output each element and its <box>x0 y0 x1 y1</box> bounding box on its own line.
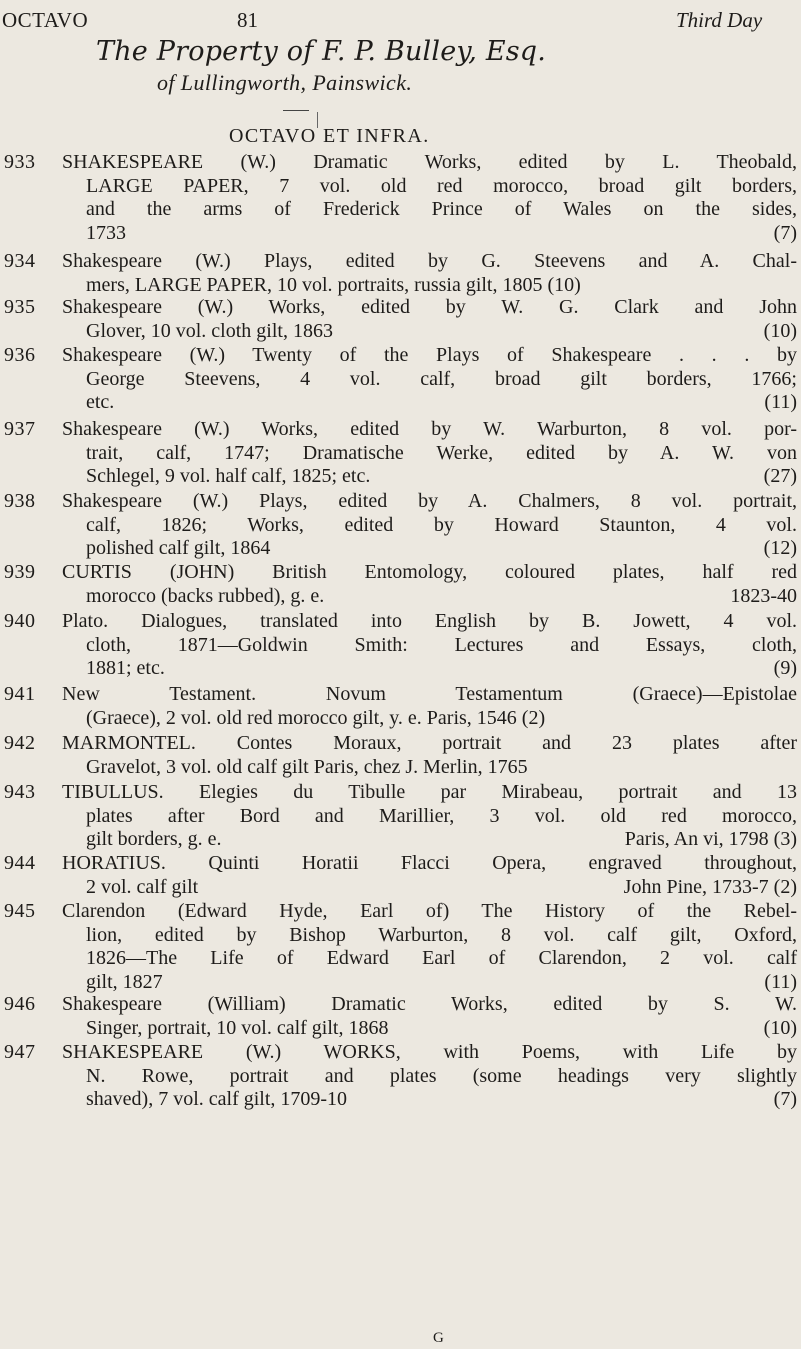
lot-line <box>62 852 797 876</box>
lot-line <box>62 320 797 344</box>
lot-line <box>62 1041 797 1065</box>
lot-line <box>62 344 797 368</box>
lot-line-text: Plato. Dialogues, translated into English by B. Jowett, 4 vol. <box>62 610 797 632</box>
lot-line-text: TIBULLUS. Elegies du Tibulle par Mirabeau, portrait and 13 <box>62 781 797 803</box>
lot-description <box>62 490 797 561</box>
running-head <box>0 8 801 38</box>
lot-line <box>62 250 797 274</box>
lot-number: 943 <box>4 781 36 803</box>
lot-line-text: calf, 1826; Works, edited by Howard Staunton, 4 vol. <box>86 513 797 536</box>
lot-number: 933 <box>4 151 36 173</box>
lot-line <box>62 1065 797 1089</box>
lot-line <box>62 465 797 489</box>
lot-number: 935 <box>4 296 36 318</box>
lot-number: 945 <box>4 900 36 922</box>
lot-line-text: trait, calf, 1747; Dramatische Werke, edited by A. W. von <box>86 441 797 464</box>
lot-line-text: LARGE PAPER, 7 vol. old red morocco, broad gilt borders, <box>86 174 797 197</box>
lot-line-text: MARMONTEL. Contes Moraux, portrait and 23 plates after <box>62 732 797 754</box>
lot-line-text: gilt, 1827 <box>86 970 163 993</box>
lot-line <box>62 368 797 392</box>
lot-line <box>62 514 797 538</box>
lot-price: (10) <box>763 1016 797 1039</box>
lot-line <box>62 900 797 924</box>
lot-line <box>62 151 797 175</box>
lot-description <box>62 296 797 343</box>
lot-line-text: Singer, portrait, 10 vol. calf gilt, 1868 <box>86 1016 389 1039</box>
lot-line-text: SHAKESPEARE (W.) WORKS, with Poems, with Life by <box>62 1041 797 1063</box>
owner-heading: The Property of F. P. Bulley, Esq. <box>96 36 547 67</box>
lot-number: 938 <box>4 490 36 512</box>
lot-number: 937 <box>4 418 36 440</box>
lot-line-text: N. Rowe, portrait and plates (some headings very slightly <box>86 1064 797 1087</box>
lot-line-text: Schlegel, 9 vol. half calf, 1825; etc. <box>86 465 371 487</box>
lot-line-text: and the arms of Frederick Prince of Wales on the sides, <box>86 198 797 220</box>
lot-description <box>62 732 797 779</box>
lot-line <box>62 490 797 514</box>
lot-description <box>62 1041 797 1112</box>
lot-line <box>62 585 797 609</box>
running-head-format: OCTAVO <box>2 8 89 32</box>
lot-line <box>62 296 797 320</box>
lot-description <box>62 250 797 297</box>
lot-price: (11) <box>764 970 797 993</box>
lot-price: (10) <box>763 319 797 342</box>
lot-description <box>62 344 797 415</box>
lot-line-text: CURTIS (JOHN) British Entomology, coloured plates, half red <box>62 561 797 583</box>
lot-line-text: Shakespeare (W.) Works, edited by W. Warburton, 8 vol. por- <box>62 418 797 440</box>
lot-line <box>62 391 797 415</box>
lot-line <box>62 828 797 852</box>
lot-line-text: gilt borders, g. e. <box>86 828 222 850</box>
lot-line-text: Shakespeare (William) Dramatic Works, edited by S. W. <box>62 993 797 1015</box>
lot-number: 939 <box>4 561 36 583</box>
lot-price: (27) <box>763 465 797 487</box>
lot-number: 944 <box>4 852 36 874</box>
lot-line-text: 1826—The Life of Edward Earl of Clarendon, 2 vol. calf <box>86 947 797 969</box>
lot-number: 947 <box>4 1041 36 1063</box>
lot-line <box>62 418 797 442</box>
lot-line <box>62 971 797 995</box>
lot-description <box>62 151 797 245</box>
lot-line <box>62 1017 797 1041</box>
lot-description <box>62 781 797 852</box>
lot-number: 946 <box>4 993 36 1015</box>
lot-price: (7) <box>773 221 797 244</box>
lot-price: (12) <box>763 537 797 559</box>
lot-line-text: Shakespeare (W.) Plays, edited by G. Steevens and A. Chal- <box>62 250 797 272</box>
lot-line <box>62 924 797 948</box>
running-head-day: Third Day <box>676 8 763 32</box>
lot-line <box>62 1088 797 1112</box>
lot-line-text: 2 vol. calf gilt <box>86 875 199 898</box>
page-number: 81 <box>237 8 258 32</box>
lot-line <box>62 781 797 805</box>
lot-line-text: 1881; etc. <box>86 657 165 679</box>
lot-line <box>62 732 797 756</box>
lot-number: 940 <box>4 610 36 632</box>
lot-description <box>62 610 797 681</box>
lot-line <box>62 561 797 585</box>
lot-number: 941 <box>4 683 36 705</box>
lot-line-text: Shakespeare (W.) Works, edited by W. G. Clark and John <box>62 296 797 318</box>
lot-description <box>62 561 797 608</box>
lot-line <box>62 657 797 681</box>
lot-price: 1823-40 <box>730 584 797 607</box>
lot-price: Paris, An vi, 1798 (3) <box>624 828 797 850</box>
lot-line <box>62 707 797 731</box>
lot-line-text: Shakespeare (W.) Twenty of the Plays of Shakespeare . . . by <box>62 344 797 366</box>
lot-line-text: New Testament. Novum Testamentum (Graece)—Epistolae <box>62 683 797 705</box>
lot-description <box>62 418 797 489</box>
lot-line <box>62 274 797 298</box>
lot-line-text: mers, LARGE PAPER, 10 vol. portraits, russia gilt, 1805 (10) <box>86 273 581 296</box>
lot-description <box>62 900 797 994</box>
lot-line <box>62 634 797 658</box>
lot-line <box>62 756 797 780</box>
lot-line-text: etc. <box>86 391 115 413</box>
lot-description <box>62 852 797 899</box>
lot-line <box>62 537 797 561</box>
lot-number: 942 <box>4 732 36 754</box>
lot-line-text: polished calf gilt, 1864 <box>86 537 271 559</box>
lot-line <box>62 993 797 1017</box>
lot-line <box>62 175 797 199</box>
lot-line <box>62 610 797 634</box>
lot-line-text: lion, edited by Bishop Warburton, 8 vol. calf gilt, Oxford, <box>86 923 797 946</box>
lot-line-text: George Steevens, 4 vol. calf, broad gilt borders, 1766; <box>86 367 797 390</box>
heading-rule <box>283 110 309 111</box>
lot-description <box>62 993 797 1040</box>
owner-location: of Lullingworth, Painswick. <box>157 70 413 95</box>
lot-line-text: 1733 <box>86 221 126 244</box>
lot-line <box>62 947 797 971</box>
lot-line <box>62 198 797 222</box>
lot-line-text: plates after Bord and Marillier, 3 vol. old red morocco, <box>86 804 797 827</box>
lot-line-text: shaved), 7 vol. calf gilt, 1709-10 <box>86 1088 348 1110</box>
lot-price: John Pine, 1733-7 (2) <box>623 875 797 898</box>
lot-number: 934 <box>4 250 36 272</box>
lot-line-text: SHAKESPEARE (W.) Dramatic Works, edited by L. Theobald, <box>62 151 797 173</box>
lot-line <box>62 683 797 707</box>
lot-line-text: morocco (backs rubbed), g. e. <box>86 584 325 607</box>
lot-line-text: HORATIUS. Quinti Horatii Flacci Opera, engraved throughout, <box>62 852 797 874</box>
section-heading: OCTAVO ET INFRA. <box>229 125 430 147</box>
lot-line-text: Glover, 10 vol. cloth gilt, 1863 <box>86 319 333 342</box>
lot-price: (9) <box>773 657 797 679</box>
signature-mark: G <box>433 1330 444 1346</box>
lot-line-text: Clarendon (Edward Hyde, Earl of) The History of the Rebel- <box>62 900 797 922</box>
lot-line <box>62 442 797 466</box>
lot-line <box>62 222 797 246</box>
lot-price: (7) <box>773 1088 797 1110</box>
lot-line <box>62 876 797 900</box>
lot-line <box>62 805 797 829</box>
lot-price: (11) <box>764 391 797 413</box>
lot-line-text: Gravelot, 3 vol. old calf gilt Paris, chez J. Merlin, 1765 <box>86 755 528 778</box>
lot-number: 936 <box>4 344 36 366</box>
lot-line-text: (Graece), 2 vol. old red morocco gilt, y. e. Paris, 1546 (2) <box>86 706 546 729</box>
lot-line-text: cloth, 1871—Goldwin Smith: Lectures and Essays, cloth, <box>86 633 797 656</box>
lot-description <box>62 683 797 730</box>
lot-line-text: Shakespeare (W.) Plays, edited by A. Chalmers, 8 vol. portrait, <box>62 490 797 512</box>
